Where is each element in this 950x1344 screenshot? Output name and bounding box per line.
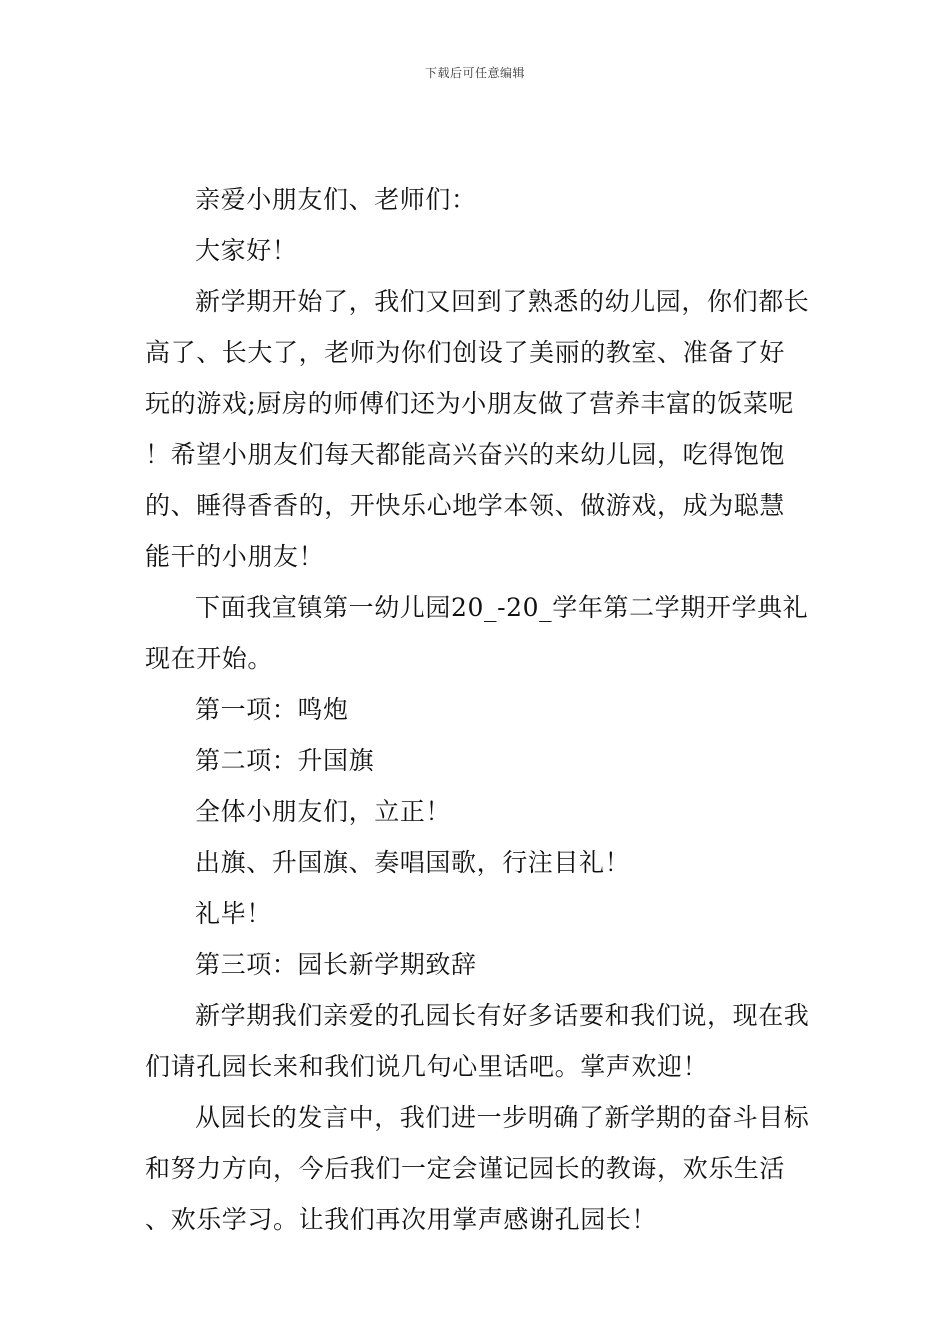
page-header: 下载后可任意编辑 — [424, 66, 525, 80]
paragraph-ceremony-end: 礼毕！ — [195, 899, 272, 928]
paragraph-item-1: 第一项：鸣炮 — [195, 695, 349, 724]
paragraph-principal-invite: 新学期我们亲爱的孔园长有好多话要和我们说，现在我们请孔园长来和我们说几句心里话吧。掌声欢迎！ — [145, 1001, 810, 1081]
paragraph-item-3: 第三项：园长新学期致辞 — [195, 950, 477, 979]
paragraph-ceremony-start: 下面我宣镇第一幼儿园20_-20_学年第二学期开学典礼现在开始。 — [145, 593, 809, 673]
paragraph-intro: 新学期开始了，我们又回到了熟悉的幼儿园，你们都长高了、长大了，老师为你们创设了美丽的教室、准备了好玩的游戏;厨房的师傅们还为小朋友做了营养丰富的饭菜呢！希望小朋友们每天都能高兴奋兴的来幼儿园，吃得饱饱的、睡得香香的，开快乐心地学本领、做游戏，成为聪慧能干的小朋友！ — [145, 287, 810, 571]
paragraph-attention: 全体小朋友们，立正！ — [195, 797, 452, 826]
paragraph-principal-thanks: 从园长的发言中，我们进一步明确了新学期的奋斗目标和努力方向，今后我们一定会谨记园长的教诲，欢乐生活、欢乐学习。让我们再次用掌声感谢孔园长！ — [145, 1103, 810, 1234]
paragraph-greeting: 大家好！ — [195, 236, 298, 265]
document-body — [145, 174, 810, 1245]
paragraph-item-2: 第二项：升国旗 — [195, 746, 375, 775]
paragraph-flag-raising: 出旗、升国旗、奏唱国歌，行注目礼！ — [195, 848, 631, 877]
paragraph-salutation: 亲爱小朋友们、老师们： — [195, 185, 477, 214]
